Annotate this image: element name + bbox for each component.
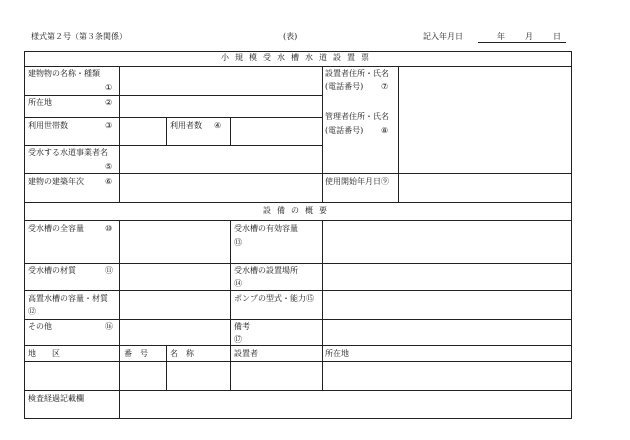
num-16: ⑯ — [105, 322, 113, 331]
inspection-label: 検査経過記載欄 — [28, 394, 84, 403]
manager-label: 管理者住所・氏名 — [325, 112, 389, 121]
high-tank-label: 高置水槽の容量・材質 — [28, 294, 108, 303]
name-header: 名 称 — [170, 349, 194, 358]
number-header: 番 号 — [124, 349, 148, 358]
year-label: 年 — [497, 32, 505, 41]
side-label: (表) — [283, 32, 298, 41]
users-label: 利用者数 — [170, 121, 202, 130]
installer-label: 設置者住所・氏名 — [325, 69, 389, 78]
tank-effective-label: 受水槽の有効容量 — [234, 224, 298, 233]
form-title: 小規模受水槽水道設置票 — [221, 53, 375, 62]
day-label: 日 — [553, 32, 561, 41]
remarks-label: 備考 — [234, 322, 250, 331]
manager-tel-label: (電話番号) — [325, 126, 364, 135]
num-11: ⑪ — [105, 266, 113, 275]
num-1: ① — [105, 83, 113, 92]
start-date-label: 使用開始年月日⑨ — [325, 177, 389, 186]
num-17: ⑰ — [234, 335, 242, 344]
num-12: ⑫ — [28, 307, 36, 316]
installer-header: 設置者 — [234, 349, 258, 358]
num-13: ⑬ — [234, 238, 242, 247]
location-label: 所在地 — [28, 98, 52, 107]
date-label: 記入年月日 — [423, 32, 463, 41]
num-8: ⑧ — [381, 126, 389, 135]
num-2: ② — [105, 98, 113, 107]
building-name-label: 建物物の名称・種類 — [28, 69, 100, 78]
address-header: 所在地 — [325, 349, 349, 358]
pump-label: ポンプの型式・能力⑮ — [234, 294, 314, 303]
num-10: ⑩ — [105, 224, 113, 233]
supplier-label: 受水する水道事業者名 — [28, 148, 108, 157]
num-4: ④ — [214, 121, 222, 130]
other-label: その他 — [28, 322, 52, 331]
installer-tel-label: (電話番号) — [325, 82, 364, 91]
num-6: ⑥ — [105, 177, 113, 186]
tank-place-label: 受水槽の設置場所 — [234, 266, 298, 275]
build-year-label: 建物の建築年次 — [28, 177, 84, 186]
form-number: 様式第２号（第３条関係） — [31, 32, 127, 41]
households-label: 利用世帯数 — [28, 121, 68, 130]
tank-total-label: 受水槽の全容量 — [28, 224, 84, 233]
equipment-title: 設備の概要 — [263, 206, 333, 215]
num-7: ⑦ — [381, 82, 389, 91]
district-header: 地 区 — [28, 349, 60, 358]
num-3: ③ — [105, 121, 113, 130]
num-14: ⑭ — [234, 279, 242, 288]
month-label: 月 — [525, 32, 533, 41]
tank-material-label: 受水槽の材質 — [28, 266, 76, 275]
num-5: ⑤ — [105, 162, 113, 171]
